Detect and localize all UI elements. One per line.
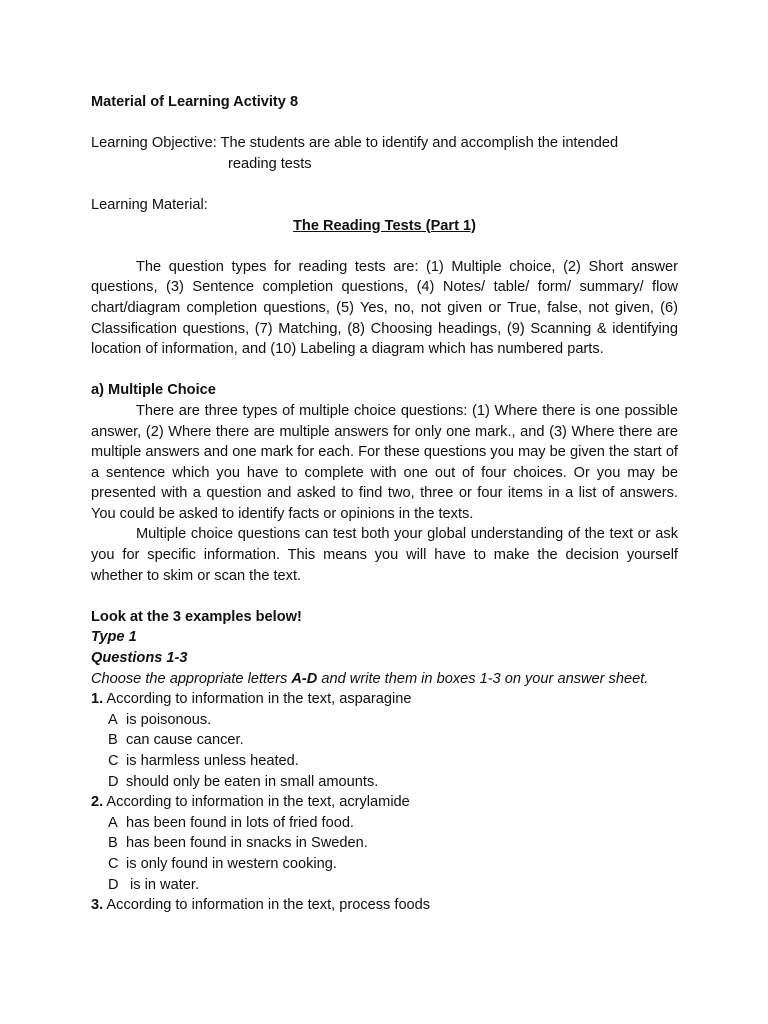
question-1-option-a xyxy=(91,710,678,731)
document-page xyxy=(91,92,678,916)
question-1-option-c xyxy=(91,751,678,772)
option-letter: D xyxy=(108,773,119,790)
question-text: According to information in the text, process foods xyxy=(103,897,431,914)
intro-paragraph: The question types for reading tests are: (1) Multiple choice, (2) Short answer questions, (3) Sentence completion questions, (4) Notes/ table/ form/ summary/ flow chart/diagram completion questions, (5) Yes, no, not given or True, false, not given, (6) Classification questions, (7) Matching, (8) Choosing headings, (9) Scanning & identifying location of information, and (10) Labeling a diagram which has numbered parts. xyxy=(91,258,678,358)
option-text: is poisonous. xyxy=(126,711,212,728)
objective-text: The students are able to identify and accomplish the intended xyxy=(216,135,619,152)
question-2-option-b xyxy=(91,833,678,854)
multiple-choice-paragraph-1: There are three types of multiple choice questions: (1) Where there is one possible answer, (2) Where there are multiple answers for only one mark., and (3) Where there are multiple answers and one mark for each. For these questions you may be given the start of a sentence which you have to complete with one out of four choices. Or you may be presented with a question and asked to find two, three or four items in a list of answers. You could be asked to identify facts or opinions in the texts. xyxy=(91,402,678,522)
section-title: The Reading Tests (Part 1) xyxy=(293,217,476,234)
instruction-post: and write them in boxes 1-3 on your answer sheet. xyxy=(317,670,649,687)
section-a-heading: a) Multiple Choice xyxy=(91,382,216,399)
option-text: is in water. xyxy=(126,876,199,893)
question-text: According to information in the text, acrylamide xyxy=(103,794,410,811)
option-letter: D xyxy=(108,876,119,893)
objective-label: Learning Objective: xyxy=(91,135,217,152)
question-2-option-a xyxy=(91,813,678,834)
learning-objective xyxy=(91,133,678,154)
option-text: is only found in western cooking. xyxy=(126,855,337,872)
option-text: has been found in lots of fried food. xyxy=(126,814,354,831)
option-text: is harmless unless heated. xyxy=(126,753,299,769)
question-1 xyxy=(91,689,678,710)
question-1-option-d xyxy=(91,772,678,793)
instruction-letters: A-D xyxy=(291,670,318,687)
question-1-option-b xyxy=(91,730,678,751)
question-2-option-d xyxy=(91,875,678,896)
instruction-pre: Choose the appropriate letters xyxy=(91,670,292,687)
question-number: 1. xyxy=(91,691,104,708)
question-number: 3. xyxy=(91,897,104,914)
type-label: Type 1 xyxy=(91,629,137,646)
questions-label: Questions 1-3 xyxy=(91,650,188,667)
option-letter: B xyxy=(108,732,118,749)
question-2 xyxy=(91,792,678,813)
examples-heading: Look at the 3 examples below! xyxy=(91,608,302,625)
option-letter: C xyxy=(108,753,119,769)
multiple-choice-paragraph-2: Multiple choice questions can test both your global understanding of the text or ask you for specific information. This means you will have to make the decision yourself whether to skim or scan the text. xyxy=(91,526,678,584)
learning-material-label: Learning Material: xyxy=(91,196,208,213)
option-text: has been found in snacks in Sweden. xyxy=(126,835,368,852)
question-text: According to information in the text, asparagine xyxy=(103,691,412,708)
option-text: can cause cancer. xyxy=(126,732,244,749)
option-letter: A xyxy=(108,711,118,728)
option-letter: B xyxy=(108,835,118,852)
option-letter: C xyxy=(108,855,119,872)
question-2-option-c xyxy=(91,854,678,875)
instruction xyxy=(91,669,678,690)
question-number: 2. xyxy=(91,794,104,811)
question-3 xyxy=(91,895,678,916)
document-heading: Material of Learning Activity 8 xyxy=(91,94,299,110)
objective-text-continued: reading tests xyxy=(228,155,312,172)
option-text: should only be eaten in small amounts. xyxy=(126,773,379,790)
option-letter: A xyxy=(108,814,118,831)
